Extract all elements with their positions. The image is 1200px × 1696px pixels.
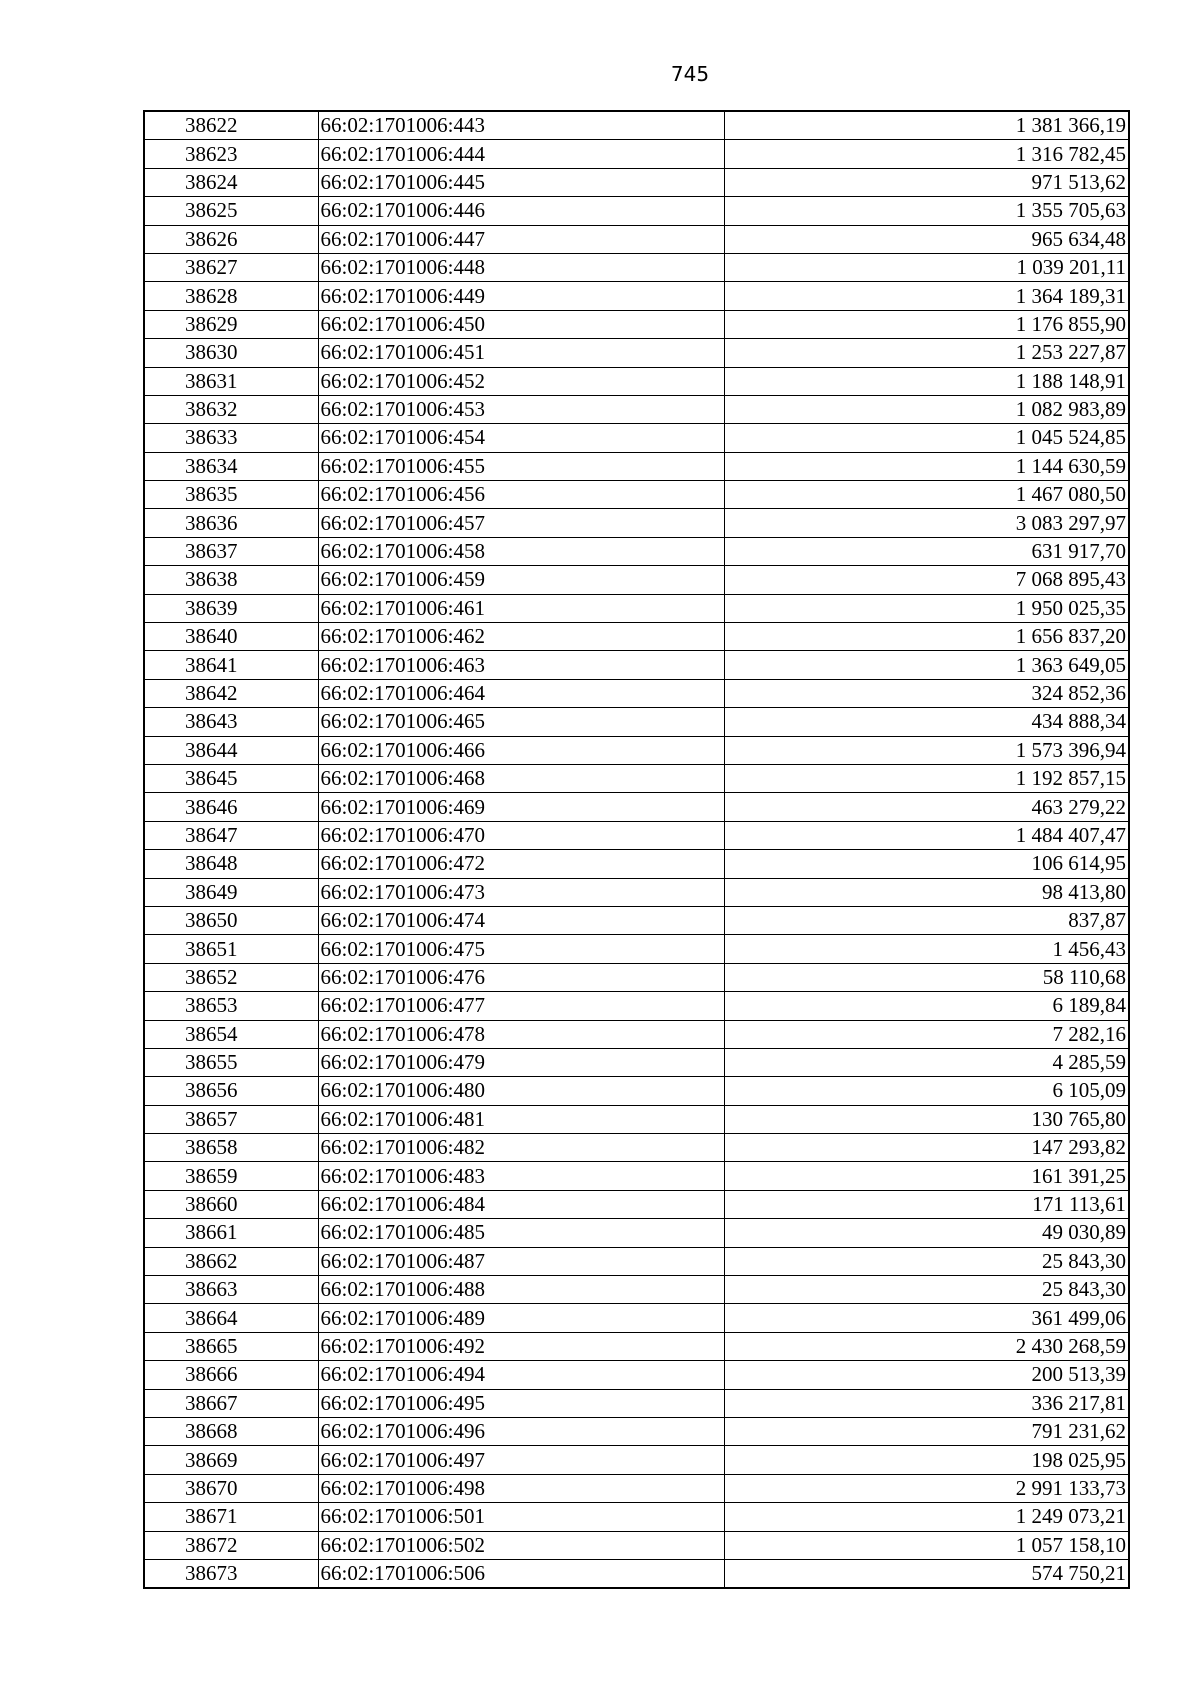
cadastral-number-cell: 66:02:1701006:447 [318, 225, 724, 253]
table-row [144, 1105, 1129, 1133]
cadastral-value-cell: 25 843,30 [724, 1276, 1129, 1304]
row-number-cell: 38652 [144, 963, 318, 991]
cadastral-number-cell: 66:02:1701006:497 [318, 1446, 724, 1474]
cadastral-number-cell: 66:02:1701006:483 [318, 1162, 724, 1190]
cadastral-value-cell: 1 467 080,50 [724, 481, 1129, 509]
table-row [144, 736, 1129, 764]
cadastral-value-cell: 324 852,36 [724, 679, 1129, 707]
table-row [144, 395, 1129, 423]
cadastral-value-cell: 6 189,84 [724, 992, 1129, 1020]
row-number-cell: 38627 [144, 253, 318, 281]
cadastral-number-cell: 66:02:1701006:475 [318, 935, 724, 963]
cadastral-number-cell: 66:02:1701006:473 [318, 878, 724, 906]
cadastral-value-cell: 4 285,59 [724, 1048, 1129, 1076]
table-row [144, 1219, 1129, 1247]
cadastral-value-cell: 7 282,16 [724, 1020, 1129, 1048]
cadastral-value-cell: 1 656 837,20 [724, 623, 1129, 651]
table-row [144, 367, 1129, 395]
row-number-cell: 38643 [144, 708, 318, 736]
cadastral-value-cell: 58 110,68 [724, 963, 1129, 991]
table-row [144, 821, 1129, 849]
row-number-cell: 38671 [144, 1503, 318, 1531]
table-row [144, 168, 1129, 196]
row-number-cell: 38642 [144, 679, 318, 707]
cadastral-value-cell: 130 765,80 [724, 1105, 1129, 1133]
cadastral-number-cell: 66:02:1701006:481 [318, 1105, 724, 1133]
row-number-cell: 38630 [144, 339, 318, 367]
cadastral-value-cell: 1 192 857,15 [724, 764, 1129, 792]
cadastral-value-cell: 25 843,30 [724, 1247, 1129, 1275]
cadastral-number-cell: 66:02:1701006:453 [318, 395, 724, 423]
table-row [144, 764, 1129, 792]
row-number-cell: 38660 [144, 1190, 318, 1218]
table-row [144, 111, 1129, 140]
cadastral-value-cell: 336 217,81 [724, 1389, 1129, 1417]
cadastral-number-cell: 66:02:1701006:464 [318, 679, 724, 707]
row-number-cell: 38658 [144, 1134, 318, 1162]
cadastral-number-cell: 66:02:1701006:495 [318, 1389, 724, 1417]
cadastral-value-cell: 3 083 297,97 [724, 509, 1129, 537]
cadastral-number-cell: 66:02:1701006:445 [318, 168, 724, 196]
cadastral-value-cell: 2 430 268,59 [724, 1332, 1129, 1360]
cadastral-value-cell: 1 249 073,21 [724, 1503, 1129, 1531]
row-number-cell: 38628 [144, 282, 318, 310]
row-number-cell: 38670 [144, 1474, 318, 1502]
page-number: 745 [670, 62, 710, 86]
row-number-cell: 38633 [144, 424, 318, 452]
row-number-cell: 38631 [144, 367, 318, 395]
cadastral-number-cell: 66:02:1701006:466 [318, 736, 724, 764]
cadastral-number-cell: 66:02:1701006:468 [318, 764, 724, 792]
cadastral-value-cell: 574 750,21 [724, 1559, 1129, 1588]
cadastral-value-cell: 6 105,09 [724, 1077, 1129, 1105]
row-number-cell: 38669 [144, 1446, 318, 1474]
cadastral-number-cell: 66:02:1701006:501 [318, 1503, 724, 1531]
row-number-cell: 38639 [144, 594, 318, 622]
cadastral-number-cell: 66:02:1701006:458 [318, 537, 724, 565]
cadastral-number-cell: 66:02:1701006:479 [318, 1048, 724, 1076]
table-row [144, 424, 1129, 452]
cadastral-number-cell: 66:02:1701006:485 [318, 1219, 724, 1247]
cadastral-number-cell: 66:02:1701006:446 [318, 197, 724, 225]
row-number-cell: 38649 [144, 878, 318, 906]
cadastral-value-table [143, 110, 1130, 1589]
cadastral-value-cell: 1 363 649,05 [724, 651, 1129, 679]
cadastral-number-cell: 66:02:1701006:489 [318, 1304, 724, 1332]
cadastral-number-cell: 66:02:1701006:448 [318, 253, 724, 281]
cadastral-number-cell: 66:02:1701006:443 [318, 111, 724, 140]
cadastral-number-cell: 66:02:1701006:474 [318, 906, 724, 934]
table-row [144, 708, 1129, 736]
table-row [144, 452, 1129, 480]
table-row [144, 1247, 1129, 1275]
table-row [144, 1446, 1129, 1474]
table-row [144, 140, 1129, 168]
table-row [144, 935, 1129, 963]
table-row [144, 1474, 1129, 1502]
cadastral-number-cell: 66:02:1701006:496 [318, 1417, 724, 1445]
cadastral-number-cell: 66:02:1701006:462 [318, 623, 724, 651]
cadastral-value-cell: 1 082 983,89 [724, 395, 1129, 423]
row-number-cell: 38645 [144, 764, 318, 792]
row-number-cell: 38667 [144, 1389, 318, 1417]
row-number-cell: 38623 [144, 140, 318, 168]
cadastral-value-cell: 198 025,95 [724, 1446, 1129, 1474]
table-body [144, 111, 1129, 1588]
row-number-cell: 38673 [144, 1559, 318, 1588]
cadastral-value-cell: 161 391,25 [724, 1162, 1129, 1190]
table-row [144, 253, 1129, 281]
table-row [144, 1332, 1129, 1360]
cadastral-value-cell: 2 991 133,73 [724, 1474, 1129, 1502]
table-row [144, 1559, 1129, 1588]
table-row [144, 1134, 1129, 1162]
cadastral-value-cell: 1 144 630,59 [724, 452, 1129, 480]
cadastral-number-cell: 66:02:1701006:478 [318, 1020, 724, 1048]
cadastral-number-cell: 66:02:1701006:450 [318, 310, 724, 338]
table-row [144, 1389, 1129, 1417]
row-number-cell: 38655 [144, 1048, 318, 1076]
table-row [144, 1417, 1129, 1445]
cadastral-value-cell: 106 614,95 [724, 850, 1129, 878]
row-number-cell: 38659 [144, 1162, 318, 1190]
cadastral-value-cell: 1 188 148,91 [724, 367, 1129, 395]
cadastral-number-cell: 66:02:1701006:463 [318, 651, 724, 679]
cadastral-number-cell: 66:02:1701006:469 [318, 793, 724, 821]
cadastral-number-cell: 66:02:1701006:498 [318, 1474, 724, 1502]
cadastral-number-cell: 66:02:1701006:480 [318, 1077, 724, 1105]
row-number-cell: 38644 [144, 736, 318, 764]
table-row [144, 963, 1129, 991]
row-number-cell: 38638 [144, 566, 318, 594]
cadastral-number-cell: 66:02:1701006:484 [318, 1190, 724, 1218]
cadastral-value-cell: 434 888,34 [724, 708, 1129, 736]
table-row [144, 1190, 1129, 1218]
cadastral-number-cell: 66:02:1701006:444 [318, 140, 724, 168]
cadastral-value-cell: 1 364 189,31 [724, 282, 1129, 310]
row-number-cell: 38629 [144, 310, 318, 338]
row-number-cell: 38653 [144, 992, 318, 1020]
cadastral-number-cell: 66:02:1701006:454 [318, 424, 724, 452]
row-number-cell: 38634 [144, 452, 318, 480]
cadastral-number-cell: 66:02:1701006:482 [318, 1134, 724, 1162]
row-number-cell: 38668 [144, 1417, 318, 1445]
cadastral-value-cell: 147 293,82 [724, 1134, 1129, 1162]
table-row [144, 282, 1129, 310]
cadastral-value-cell: 1 484 407,47 [724, 821, 1129, 849]
row-number-cell: 38654 [144, 1020, 318, 1048]
cadastral-value-cell: 463 279,22 [724, 793, 1129, 821]
table-row [144, 594, 1129, 622]
cadastral-number-cell: 66:02:1701006:455 [318, 452, 724, 480]
cadastral-value-cell: 49 030,89 [724, 1219, 1129, 1247]
table-row [144, 992, 1129, 1020]
cadastral-value-cell: 1 039 201,11 [724, 253, 1129, 281]
row-number-cell: 38632 [144, 395, 318, 423]
table-row [144, 1162, 1129, 1190]
table-row [144, 537, 1129, 565]
cadastral-number-cell: 66:02:1701006:502 [318, 1531, 724, 1559]
table-row [144, 481, 1129, 509]
cadastral-value-cell: 1 176 855,90 [724, 310, 1129, 338]
cadastral-number-cell: 66:02:1701006:456 [318, 481, 724, 509]
cadastral-value-cell: 98 413,80 [724, 878, 1129, 906]
cadastral-value-cell: 1 456,43 [724, 935, 1129, 963]
table-row [144, 197, 1129, 225]
row-number-cell: 38622 [144, 111, 318, 140]
row-number-cell: 38657 [144, 1105, 318, 1133]
cadastral-number-cell: 66:02:1701006:487 [318, 1247, 724, 1275]
cadastral-number-cell: 66:02:1701006:465 [318, 708, 724, 736]
table-row [144, 1304, 1129, 1332]
table-row [144, 1276, 1129, 1304]
row-number-cell: 38666 [144, 1361, 318, 1389]
cadastral-value-cell: 171 113,61 [724, 1190, 1129, 1218]
cadastral-value-cell: 361 499,06 [724, 1304, 1129, 1332]
cadastral-value-cell: 631 917,70 [724, 537, 1129, 565]
row-number-cell: 38656 [144, 1077, 318, 1105]
table-row [144, 1361, 1129, 1389]
table-row [144, 1048, 1129, 1076]
cadastral-number-cell: 66:02:1701006:506 [318, 1559, 724, 1588]
row-number-cell: 38661 [144, 1219, 318, 1247]
row-number-cell: 38641 [144, 651, 318, 679]
row-number-cell: 38672 [144, 1531, 318, 1559]
cadastral-number-cell: 66:02:1701006:470 [318, 821, 724, 849]
row-number-cell: 38624 [144, 168, 318, 196]
table-row [144, 878, 1129, 906]
cadastral-number-cell: 66:02:1701006:451 [318, 339, 724, 367]
cadastral-value-cell: 791 231,62 [724, 1417, 1129, 1445]
cadastral-number-cell: 66:02:1701006:488 [318, 1276, 724, 1304]
cadastral-number-cell: 66:02:1701006:472 [318, 850, 724, 878]
table-row [144, 310, 1129, 338]
table-row [144, 225, 1129, 253]
cadastral-value-cell: 971 513,62 [724, 168, 1129, 196]
cadastral-value-cell: 1 045 524,85 [724, 424, 1129, 452]
table-row [144, 1077, 1129, 1105]
cadastral-number-cell: 66:02:1701006:476 [318, 963, 724, 991]
table-row [144, 651, 1129, 679]
table-row [144, 850, 1129, 878]
row-number-cell: 38640 [144, 623, 318, 651]
cadastral-number-cell: 66:02:1701006:494 [318, 1361, 724, 1389]
row-number-cell: 38663 [144, 1276, 318, 1304]
table-row [144, 793, 1129, 821]
cadastral-value-cell: 965 634,48 [724, 225, 1129, 253]
table-row [144, 339, 1129, 367]
table-row [144, 509, 1129, 537]
table-row [144, 906, 1129, 934]
table-row [144, 1531, 1129, 1559]
row-number-cell: 38651 [144, 935, 318, 963]
cadastral-value-cell: 837,87 [724, 906, 1129, 934]
row-number-cell: 38635 [144, 481, 318, 509]
row-number-cell: 38650 [144, 906, 318, 934]
table-row [144, 1503, 1129, 1531]
cadastral-value-cell: 1 253 227,87 [724, 339, 1129, 367]
row-number-cell: 38665 [144, 1332, 318, 1360]
row-number-cell: 38647 [144, 821, 318, 849]
cadastral-value-cell: 1 950 025,35 [724, 594, 1129, 622]
cadastral-value-cell: 7 068 895,43 [724, 566, 1129, 594]
table-row [144, 679, 1129, 707]
row-number-cell: 38637 [144, 537, 318, 565]
cadastral-number-cell: 66:02:1701006:492 [318, 1332, 724, 1360]
cadastral-number-cell: 66:02:1701006:452 [318, 367, 724, 395]
row-number-cell: 38636 [144, 509, 318, 537]
cadastral-number-cell: 66:02:1701006:477 [318, 992, 724, 1020]
row-number-cell: 38662 [144, 1247, 318, 1275]
row-number-cell: 38626 [144, 225, 318, 253]
cadastral-number-cell: 66:02:1701006:449 [318, 282, 724, 310]
cadastral-number-cell: 66:02:1701006:459 [318, 566, 724, 594]
cadastral-number-cell: 66:02:1701006:457 [318, 509, 724, 537]
cadastral-value-cell: 1 355 705,63 [724, 197, 1129, 225]
cadastral-value-cell: 1 573 396,94 [724, 736, 1129, 764]
cadastral-value-cell: 1 316 782,45 [724, 140, 1129, 168]
cadastral-value-cell: 200 513,39 [724, 1361, 1129, 1389]
row-number-cell: 38664 [144, 1304, 318, 1332]
row-number-cell: 38646 [144, 793, 318, 821]
cadastral-number-cell: 66:02:1701006:461 [318, 594, 724, 622]
table-row [144, 1020, 1129, 1048]
row-number-cell: 38625 [144, 197, 318, 225]
cadastral-value-cell: 1 381 366,19 [724, 111, 1129, 140]
row-number-cell: 38648 [144, 850, 318, 878]
cadastral-value-cell: 1 057 158,10 [724, 1531, 1129, 1559]
table-row [144, 623, 1129, 651]
table-row [144, 566, 1129, 594]
